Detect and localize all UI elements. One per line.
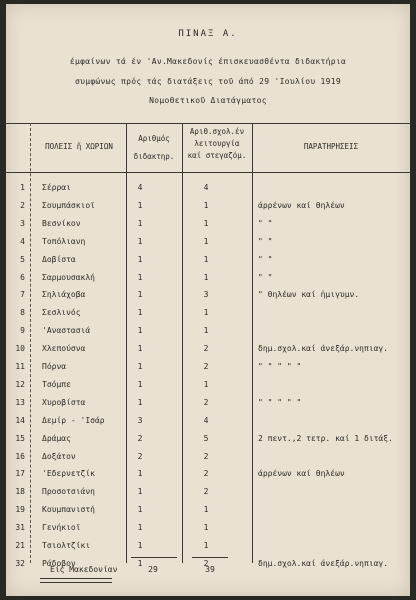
row-place: Χλεπούσνα — [42, 344, 86, 354]
row-rooms: 3 — [203, 290, 209, 300]
row-rooms: 1 — [203, 254, 209, 264]
column-header-place: ΠΟΛΕΙΣ ἤ ΧΩΡΙΩΝ — [45, 142, 113, 151]
row-rooms: 4 — [203, 415, 209, 425]
row-number: 4 — [20, 236, 25, 246]
row-count: 1 — [137, 236, 143, 246]
column-header-rooms-line-1: Αριθ.σχολ.έν — [189, 127, 245, 136]
row-place: Τσόμπε — [42, 379, 71, 389]
count-total-rule — [131, 557, 177, 558]
row-place: Χυροβίστα — [42, 397, 86, 407]
row-count: 1 — [137, 254, 143, 264]
row-rooms: 1 — [203, 272, 209, 282]
row-number: 16 — [15, 451, 25, 461]
row-rooms: 2 — [203, 451, 209, 461]
row-number: 5 — [20, 254, 25, 264]
row-note: δημ.σχολ.καί άνεξάρ.νηπιαγ. — [258, 344, 389, 354]
row-place: Δράμας — [42, 433, 71, 443]
row-note: " " — [258, 236, 273, 246]
row-place: Τοπόλιανη — [42, 236, 86, 246]
row-count: 1 — [137, 362, 143, 371]
row-number: 3 — [20, 218, 25, 228]
row-count: 1 — [137, 200, 143, 210]
rooms-total-rule — [192, 557, 228, 558]
row-place: Σηλιάχοβα — [42, 290, 86, 300]
row-count: 1 — [137, 505, 143, 515]
row-rooms: 2 — [203, 344, 209, 354]
column-header-notes: ΠΑΡΑΤΗΡΗΣΕΙΣ — [303, 142, 359, 151]
row-number: 10 — [15, 344, 25, 354]
row-place: Τσιολτζίκι — [42, 541, 91, 550]
row-count: 1 — [137, 541, 143, 550]
row-place: Δοβίστα — [42, 254, 76, 264]
totals-count: 29 — [148, 565, 158, 574]
row-number: 32 — [15, 558, 25, 568]
row-rooms: 1 — [203, 308, 209, 318]
column-header-count-line-2: διδακτηρ. — [133, 152, 175, 161]
row-number: 12 — [15, 379, 25, 389]
row-rooms: 2 — [203, 397, 209, 407]
row-count: 1 — [137, 397, 143, 407]
row-count: 1 — [137, 558, 143, 568]
row-number: 6 — [20, 272, 25, 282]
row-rooms: 5 — [203, 433, 209, 443]
row-number: 18 — [15, 487, 25, 497]
document-subtitle-line-2: συμφώνως πρός τάς διατάξεις τοῦ άπό 29 'Ιουλίου 1919 — [74, 77, 342, 86]
column-header-rooms-line-3: καί στεγαζόμ. — [187, 151, 247, 160]
row-count: 1 — [137, 326, 143, 336]
row-place: Σέρραι — [42, 183, 71, 192]
row-note: " " — [258, 218, 273, 228]
row-rooms: 1 — [203, 523, 209, 533]
row-count: 1 — [137, 308, 143, 318]
row-place: Γενήκιοϊ — [42, 523, 81, 533]
row-count: 2 — [137, 433, 143, 443]
row-number: 2 — [20, 200, 25, 210]
row-count: 1 — [137, 218, 143, 228]
row-note: " " — [258, 254, 273, 264]
document-subtitle-line-3: Νομοθετικοῦ Διατάγματος — [149, 96, 267, 105]
row-count: 1 — [137, 523, 143, 533]
row-note: 2 πεντ.,2 τετρ. καί 1 διτάξ. — [258, 433, 393, 443]
row-rooms: 1 — [203, 236, 209, 246]
row-place: 'Εδερνετζίκ — [42, 469, 95, 479]
row-rooms: 1 — [203, 218, 209, 228]
row-number: 13 — [15, 397, 25, 407]
row-note: άρρένων καί θηλέων — [258, 200, 345, 210]
totals-label: Είς Μακεδονίαν — [50, 565, 118, 574]
totals-label-double-underline — [40, 578, 112, 583]
row-count: 1 — [137, 469, 143, 479]
row-number: 1 — [20, 183, 25, 192]
column-header-count-line-1: Αριθμός — [138, 134, 170, 143]
row-number: 21 — [15, 541, 25, 550]
row-note: " " — [258, 272, 273, 282]
document-subtitle-line-1: έμφαίνων τά έν 'Αν.Μακεδονίς έπισκευασθέντα διδακτήρια — [69, 57, 347, 66]
row-place: Προσοτσιάνη — [42, 487, 95, 497]
row-rooms: 1 — [203, 200, 209, 210]
header-bottom-rule — [6, 172, 410, 173]
row-rooms: 2 — [203, 469, 209, 479]
totals-rooms: 39 — [205, 565, 215, 574]
column-header-rooms-line-2: λειτουργία — [194, 139, 240, 148]
row-rooms: 1 — [203, 505, 209, 515]
row-number: 31 — [15, 523, 25, 533]
row-note: " " " " " — [258, 362, 302, 371]
document-title: ΠΙΝΑΞ Α. — [178, 29, 238, 39]
table-top-rule — [6, 123, 410, 124]
row-rooms: 2 — [203, 558, 209, 568]
row-note: δημ.σχολ.καί άνεξάρ.νηπιαγ. — [258, 558, 389, 568]
row-place: Βεσνίκον — [42, 218, 81, 228]
row-place: 'Αναστασιά — [42, 326, 91, 336]
row-rooms: 2 — [203, 487, 209, 497]
row-count: 1 — [137, 487, 143, 497]
row-rooms: 4 — [203, 183, 209, 192]
row-place: Κουμπανιστή — [42, 505, 95, 515]
document-page — [6, 4, 410, 596]
row-count: 2 — [137, 451, 143, 461]
row-rooms: 1 — [203, 379, 209, 389]
row-number: 14 — [15, 415, 25, 425]
row-count: 3 — [137, 415, 143, 425]
row-number: 8 — [20, 308, 25, 318]
row-note: " θηλέων καί ἡμιγυμν. — [258, 290, 360, 300]
row-number: 19 — [15, 505, 25, 515]
row-rooms: 2 — [203, 362, 209, 371]
row-note: άρρένων καί θηλέων — [258, 469, 345, 479]
row-place: Δοξάτον — [42, 451, 76, 461]
row-place: Πόρνα — [42, 362, 67, 371]
row-count: 4 — [137, 183, 143, 192]
row-count: 1 — [137, 290, 143, 300]
row-number: 11 — [15, 362, 25, 371]
row-number: 7 — [20, 290, 25, 300]
row-number: 9 — [20, 326, 25, 336]
row-note: " " " " " — [258, 397, 302, 407]
row-number: 17 — [15, 469, 25, 479]
row-place: Σουμπάσκιοϊ — [42, 200, 95, 210]
row-place: Δεμίρ - 'Ισάρ — [42, 415, 105, 425]
row-place: Σεσλινός — [42, 308, 81, 318]
row-rooms: 1 — [203, 326, 209, 336]
row-count: 1 — [137, 272, 143, 282]
row-place: Ράδοβον — [42, 558, 76, 568]
row-place: Σαρμουσακλή — [42, 272, 95, 282]
row-count: 1 — [137, 344, 143, 354]
row-count: 1 — [137, 379, 143, 389]
row-rooms: 1 — [203, 541, 209, 550]
row-number: 15 — [15, 433, 25, 443]
